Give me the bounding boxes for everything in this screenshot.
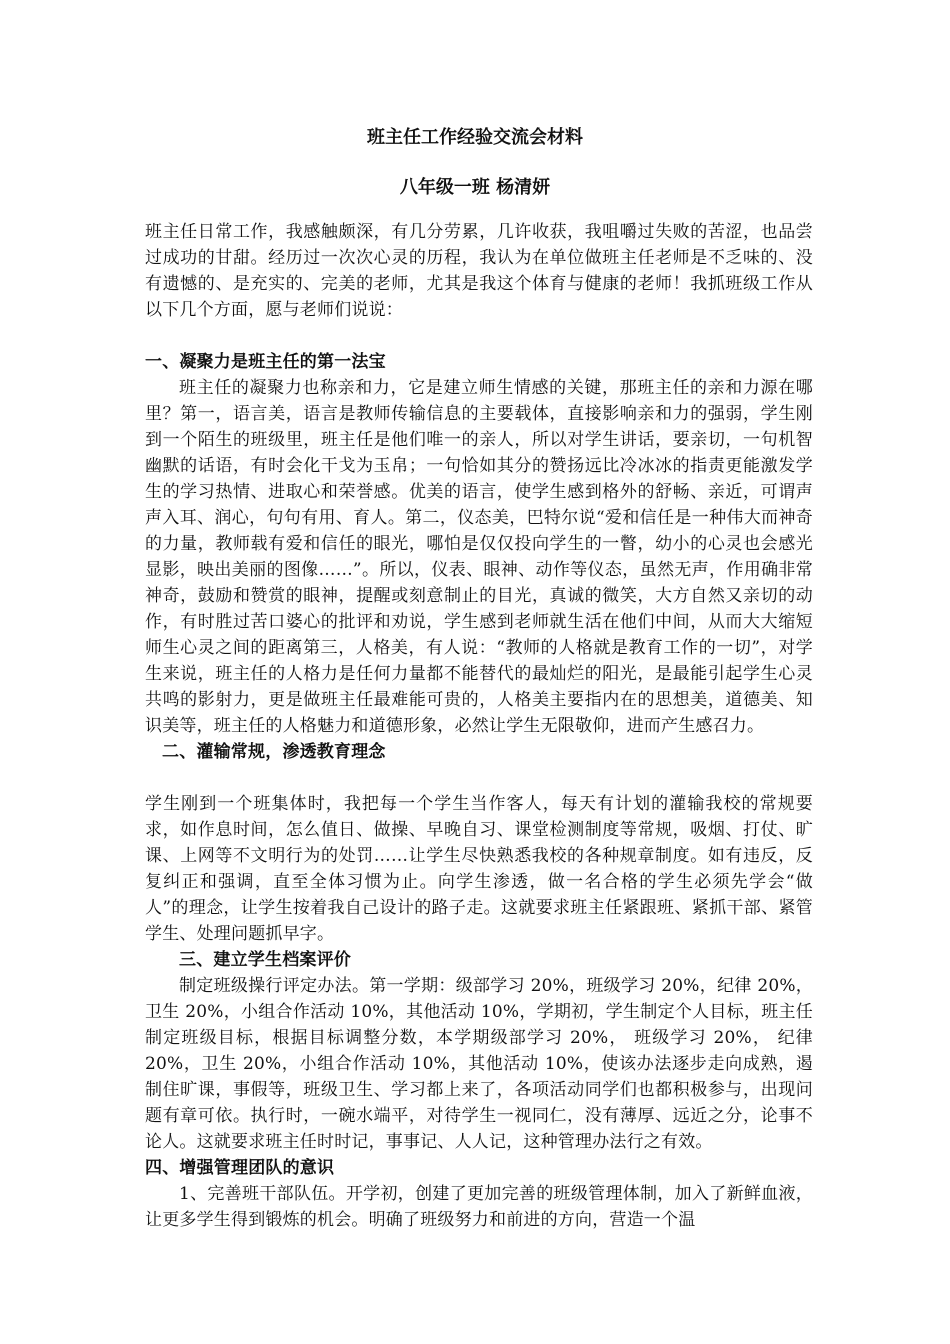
section-2-text: 学生刚到一个班集体时，我把每一个学生当作客人，每天有计划的灌输我校的常规要求，如作息时间，怎么值日、做操、早晚自习、课堂检测制度等常规，吸烟、打仗、旷课、上网等不文明行为的处罚……让学生尽快熟悉我校的各种规章制度。如有违反，反复纠正和强调，直至全体习惯为止。向学生渗透，做一名合格的学生必须先学会“做人”的理念，让学生按着我自己设计的路子走。这就要求班主任紧跟班、紧抓干部、紧管学生、处理问题抓早字。 — [145, 794, 813, 944]
section-2-heading: 二、灌输常规，渗透教育理念 — [162, 742, 386, 762]
document-title: 班主任工作经验交流会材料 — [367, 127, 583, 148]
section-4-heading: 四、增强管理团队的意识 — [145, 1158, 335, 1178]
document-body — [145, 219, 813, 1233]
document-author: 八年级一班 杨清妍 — [399, 177, 551, 198]
section-4-text: 1、完善班干部队伍。开学初，创建了更加完善的班级管理体制，加入了新鲜血液，让更多学生得到锻炼的机会。明确了班级努力和前进的方向，营造一个温 — [145, 1184, 813, 1230]
paragraph-gap — [145, 323, 813, 349]
section-1-text: 班主任的凝聚力也称亲和力，它是建立师生情感的关键，那班主任的亲和力源在哪里？第一，语言美，语言是教师传输信息的主要载体，直接影响亲和力的强弱，学生刚到一个陌生的班级里，班主任是他们唯一的亲人，所以对学生讲话，要亲切，一句机智幽默的话语，有时会化干戈为玉帛；一句恰如其分的赞扬远比冷冰冰的指责更能激发学生的学习热情、进取心和荣誉感。优美的语言，使学生感到格外的舒畅、亲近，可谓声声入耳、润心，句句有用、育人。第二，仪态美，巴特尔说“爱和信任是一种伟大而神奇的力量，教师载有爱和信任的眼光，哪怕是仅仅投向学生的一瞥，幼小的心灵也会感光显影，映出美丽的图像……”。所以，仪表、眼神、动作等仪态，虽然无声，作用确非常神奇，鼓励和赞赏的眼神，提醒或刻意制止的目光，真诚的微笑，大方自然又亲切的动作，有时胜过苦口婆心的批评和劝说，学生感到老师就生活在他们中间，从而大大缩短师生心灵之间的距离第三，人格美，有人说：“教师的人格就是教育工作的一切”，对学生来说，班主任的人格力是任何力量都不能替代的最灿烂的阳光，是最能引起学生心灵共鸣的影射力，更是做班主任最难能可贵的，人格美主要指内在的思想美，道德美、知识美等，班主任的人格魅力和道德形象，必然让学生无限敬仰，进而产生感召力。 — [145, 378, 813, 736]
section-1-heading: 一、凝聚力是班主任的第一法宝 — [145, 352, 386, 372]
intro-paragraph: 班主任日常工作，我感触颇深，有几分劳累，几许收获，我咀嚼过失败的苦涩，也品尝过成功的甘甜。经历过一次次心灵的历程，我认为在单位做班主任老师是不乏味的、没有遗憾的、是充实的、完美的老师，尤其是我这个体育与健康的老师！我抓班级工作从以下几个方面，愿与老师们说说： — [145, 222, 813, 320]
paragraph-gap — [145, 765, 813, 791]
section-3-heading: 三、建立学生档案评价 — [179, 950, 351, 970]
section-3-text: 制定班级操行评定办法。第一学期：级部学习 20%，班级学习 20%，纪律 20%，卫生 20%，小组合作活动 10%，其他活动 10%，学期初，学生制定个人目标，班主任制定班级目标，根据目标调整分数，本学期级部学习 20%， 班级学习 20%， 纪律 20%，卫生 20%，小组合作活动 10%，其他活动 10%，使该办法逐步走向成熟，遏制住旷课，事假等，班级卫生、学习都上来了，各项活动同学们也都积极参与，出现问题有章可依。执行时，一碗水端平，对待学生一视同仁，没有薄厚、远近之分，论事不论人。这就要求班主任时时记，事事记、人人记，这种管理办法行之有效。 — [145, 976, 813, 1152]
